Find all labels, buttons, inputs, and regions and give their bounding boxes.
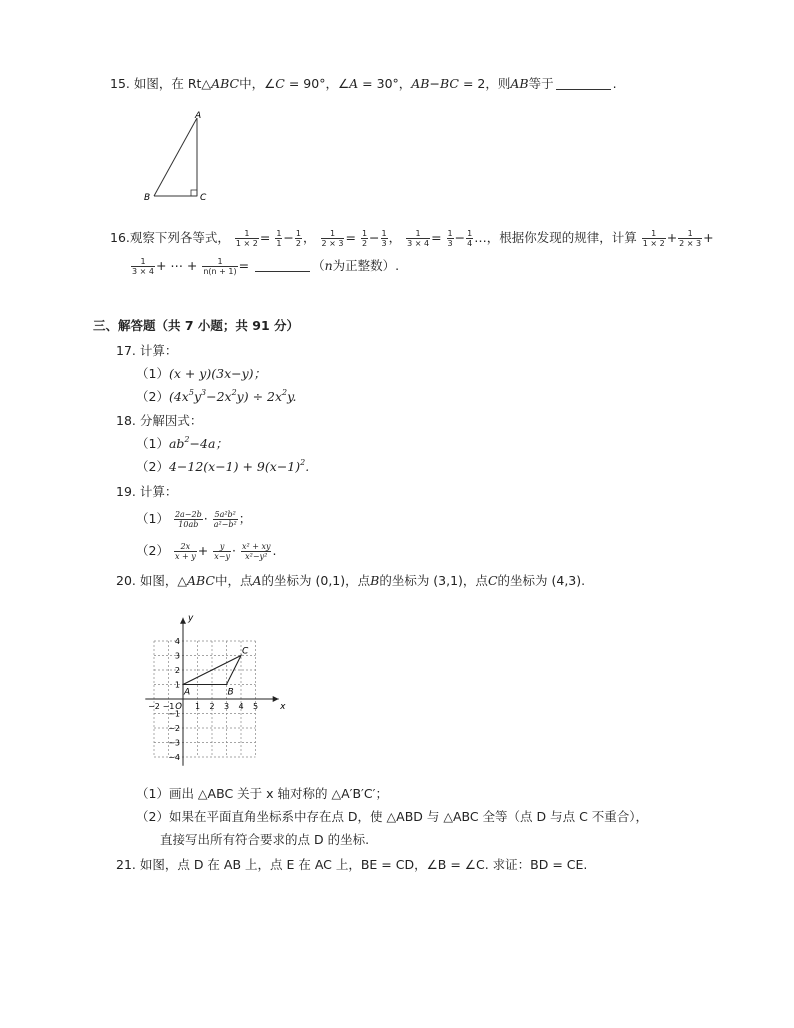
q17-title: 17. 计算： [116, 343, 178, 358]
triangle-figure [140, 108, 220, 204]
y-tick-label: 3 [174, 651, 180, 661]
q18-part2: $(2)4-12(x-1) + 9(x-1)^2$. [136, 458, 310, 474]
label-c: C [200, 193, 207, 203]
answer-blank [255, 259, 310, 272]
y-tick-label: −4 [168, 753, 180, 762]
label-b: B [144, 193, 151, 203]
y-tick-label: −1 [168, 709, 180, 719]
x-tick-label: 5 [252, 702, 259, 711]
q18-title: 18. 分解因式： [116, 413, 203, 428]
q17-part2: $(2)(4x^5y^3-2x^2y) \div 2x^2y$. [136, 388, 297, 404]
label-a: A [195, 111, 202, 121]
x-tick-label: −1 [162, 702, 175, 711]
q20-part1: （1）画出 △ABC 关于 x 轴对称的 △A′B′C′； [136, 786, 388, 801]
coordinate-grid [135, 603, 300, 778]
x-tick-label: 2 [209, 702, 215, 711]
point-b-label: B [227, 687, 234, 698]
x-tick-label: −2 [148, 702, 160, 711]
q17-part1: （1）(x + y)(3x−y)； [136, 366, 267, 381]
point-a-label: A [184, 687, 191, 698]
y-axis-label: y [188, 613, 194, 624]
q16-line1: 16.观察下列各等式， $\frac{1}{1 \times 2}$ = $\frac{1}{1}$ − $\frac{1}{2}$ ， $\frac{1}{2 \times 3}$ = $\frac{1}{2}$ − $\frac{1}{3}$ ， $\frac{1}{3 \times 4}$ = $\frac{1}{3}$ − $\frac{1}{4}$ …，根据你发现的规律，计算 $\frac{1}{1 \times 2}$ + $\frac{1}{2 \times 3}$ + [110, 229, 714, 248]
origin-label: O [175, 702, 182, 712]
y-tick-label: 2 [174, 666, 180, 675]
x-tick-label: 1 [194, 702, 201, 711]
point-c-label: C [242, 646, 249, 657]
q20-part2-line2: 直接写出所有符合要求的点 D 的坐标. [160, 832, 370, 847]
q15-text: 15. 如图，在 Rt△ABC中，∠C = 90°，∠A = 30°，AB−BC = 2，则AB等于 . [110, 76, 617, 91]
q16-line2: $\frac{1}{3 \times 4}$ + ⋯ + $\frac{1}{n(n + 1)}$ = （n为正整数）. [132, 257, 400, 276]
q20-text: 20. 如图，△ABC中，点A的坐标为 (0,1)，点B的坐标为 (3,1)，点C的坐标为 (4,3). [116, 573, 586, 588]
y-tick-label: 1 [174, 680, 180, 690]
y-tick-label: −3 [168, 738, 180, 748]
q18-part1: $(1)ab^2-4a$； [136, 435, 228, 451]
q19-part2: （2） $\frac{2x}{x + y}$ + $\frac{y}{x-y}$ · $\frac{\text{x² + xy}}{\text{x²−y²}}$ . [136, 542, 277, 561]
x-tick-label: 4 [238, 702, 244, 711]
y-axis-arrow [180, 618, 186, 624]
q19-part1: （1） $\frac{2a-2b}{10ab}$ · $\frac{\text{5a²b²}}{\text{a²−b²}}$ ； [136, 510, 252, 529]
x-axis-arrow [273, 696, 279, 702]
x-axis-label: x [280, 702, 286, 712]
y-tick-label: 4 [174, 637, 180, 646]
y-tick-label: −2 [168, 724, 180, 733]
x-tick-label: 3 [223, 702, 230, 711]
section-title: 三、解答题（共 7 小题；共 91 分） [93, 318, 300, 333]
q20-part2-line1: （2）如果在平面直角坐标系中存在点 D，使 △ABD 与 △ABC 全等（点 D 与点 C 不重合）， [136, 809, 649, 824]
q21-text: 21. 如图，点 D 在 AB 上，点 E 在 AC 上，BE = CD，∠B = ∠C. 求证：BD = CE. [116, 857, 588, 872]
q19-title: 19. 计算： [116, 484, 178, 499]
answer-blank [556, 77, 611, 90]
